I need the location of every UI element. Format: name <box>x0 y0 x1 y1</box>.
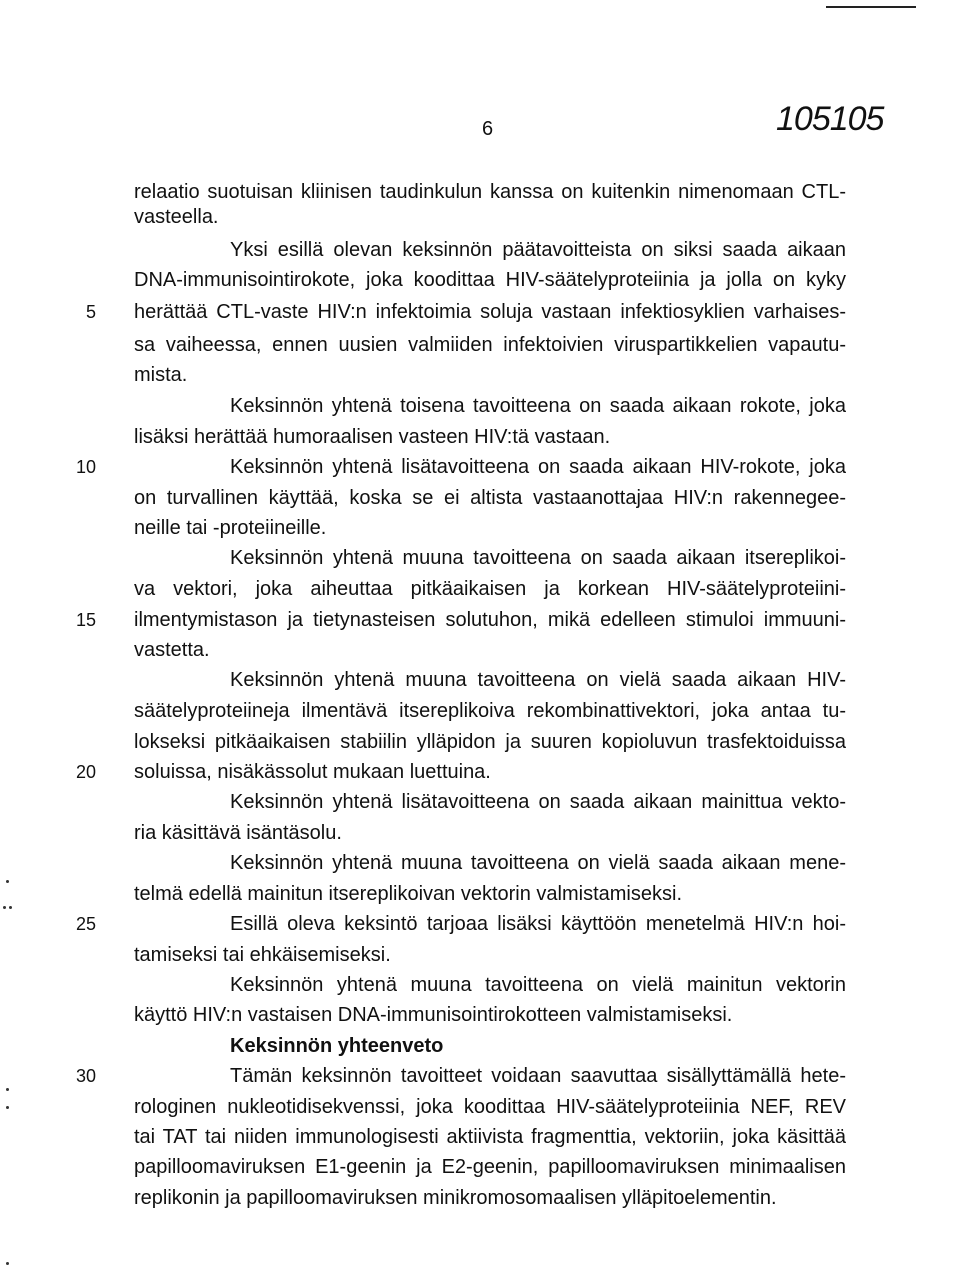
scan-speck <box>6 880 9 883</box>
text-line: replikonin ja papilloomaviruksen minikromosomaalisen ylläpitoelementin. <box>134 1187 777 1209</box>
scan-speck <box>6 1088 9 1091</box>
text-line: Keksinnön yhtenä toisena tavoitteena on saada aikaan rokote, joka <box>230 395 846 417</box>
line-number-30: 30 <box>76 1066 97 1086</box>
text-line: Keksinnön yhtenä muuna tavoitteena on vielä mainitun vektorin <box>230 974 846 996</box>
top-rule <box>826 6 916 8</box>
section-heading: Keksinnön yhteenveto <box>230 1035 444 1057</box>
text-line: Keksinnön yhtenä lisätavoitteena on saada aikaan HIV-rokote, joka <box>230 456 846 478</box>
text-line: Keksinnön yhtenä muuna tavoitteena on vielä saada aikaan HIV- <box>230 669 846 691</box>
text-line: vastetta. <box>134 639 210 661</box>
text-line: säätelyproteiineja ilmentävä itsereplikoiva rekombinattivektori, joka antaa tu- <box>134 700 846 722</box>
text-line: DNA-immunisointirokote, joka koodittaa HIV-säätelyproteiinia ja jolla on kyky <box>134 269 846 291</box>
scan-speck <box>3 906 6 909</box>
text-line: on turvallinen käyttää, koska se ei altista vastaanottajaa HIV:n rakennegee- <box>134 487 846 509</box>
text-line: Tämän keksinnön tavoitteet voidaan saavuttaa sisällyttämällä hete- <box>230 1065 846 1087</box>
scan-speck <box>9 906 12 909</box>
text-line: Esillä oleva keksintö tarjoaa lisäksi käyttöön menetelmä HIV:n hoi- <box>230 913 846 935</box>
document-number: 105105 <box>776 100 884 138</box>
text-line: soluissa, nisäkässolut mukaan luettuina. <box>134 761 491 783</box>
text-line: ria käsittävä isäntäsolu. <box>134 822 342 844</box>
scan-speck <box>6 1262 9 1265</box>
line-number-10: 10 <box>76 457 97 477</box>
text-line: relaatio suotuisan kliinisen taudinkulun kanssa on kuitenkin nimenomaan CTL- <box>134 181 846 203</box>
line-number-15: 15 <box>76 610 97 630</box>
line-number-5: 5 <box>85 302 96 322</box>
text-line: herättää CTL-vaste HIV:n infektoimia soluja vastaan infektiosyklien varhaises- <box>134 301 846 323</box>
line-number-20: 20 <box>76 762 97 782</box>
text-line: tamiseksi tai ehkäisemiseksi. <box>134 944 391 966</box>
text-line: Keksinnön yhtenä muuna tavoitteena on saada aikaan itsereplikoi- <box>230 547 846 569</box>
text-line: lokseksi pitkäaikaisen stabiilin ylläpidon ja suuren kopioluvun trasfektoiduissa <box>134 731 846 753</box>
text-line: telmä edellä mainitun itsereplikoivan vektorin valmistamiseksi. <box>134 883 682 905</box>
text-line: rologinen nukleotidisekvenssi, joka koodittaa HIV-säätelyproteiinia NEF, REV <box>134 1096 846 1118</box>
text-line: Keksinnön yhtenä lisätavoitteena on saada aikaan mainittua vekto- <box>230 791 846 813</box>
text-line: vasteella. <box>134 206 219 228</box>
text-line: käyttö HIV:n vastaisen DNA-immunisointirokotteen valmistamiseksi. <box>134 1004 733 1026</box>
text-line: mista. <box>134 364 188 386</box>
scan-speck <box>6 1106 9 1109</box>
page-number: 6 <box>482 118 494 140</box>
text-line: papilloomaviruksen E1-geenin ja E2-geenin, papilloomaviruksen minimaalisen <box>134 1156 846 1178</box>
text-line: ilmentymistason ja tietynasteisen solutuhon, mikä edelleen stimuloi immuuni- <box>134 609 846 631</box>
text-line: lisäksi herättää humoraalisen vasteen HIV:tä vastaan. <box>134 426 611 448</box>
line-number-25: 25 <box>76 914 97 934</box>
text-line: Yksi esillä olevan keksinnön päätavoitteista on siksi saada aikaan <box>230 239 846 261</box>
text-line: va vektori, joka aiheuttaa pitkäaikaisen ja korkean HIV-säätelyproteiini- <box>134 578 846 600</box>
text-line: tai TAT tai niiden immunologisesti aktiivista fragmenttia, vektoriin, joka käsittää <box>134 1126 846 1148</box>
text-line: Keksinnön yhtenä muuna tavoitteena on vielä saada aikaan mene- <box>230 852 846 874</box>
text-line: sa vaiheessa, ennen uusien valmiiden infektoivien viruspartikkelien vapautu- <box>134 334 846 356</box>
text-line: neille tai -proteiineille. <box>134 517 327 539</box>
